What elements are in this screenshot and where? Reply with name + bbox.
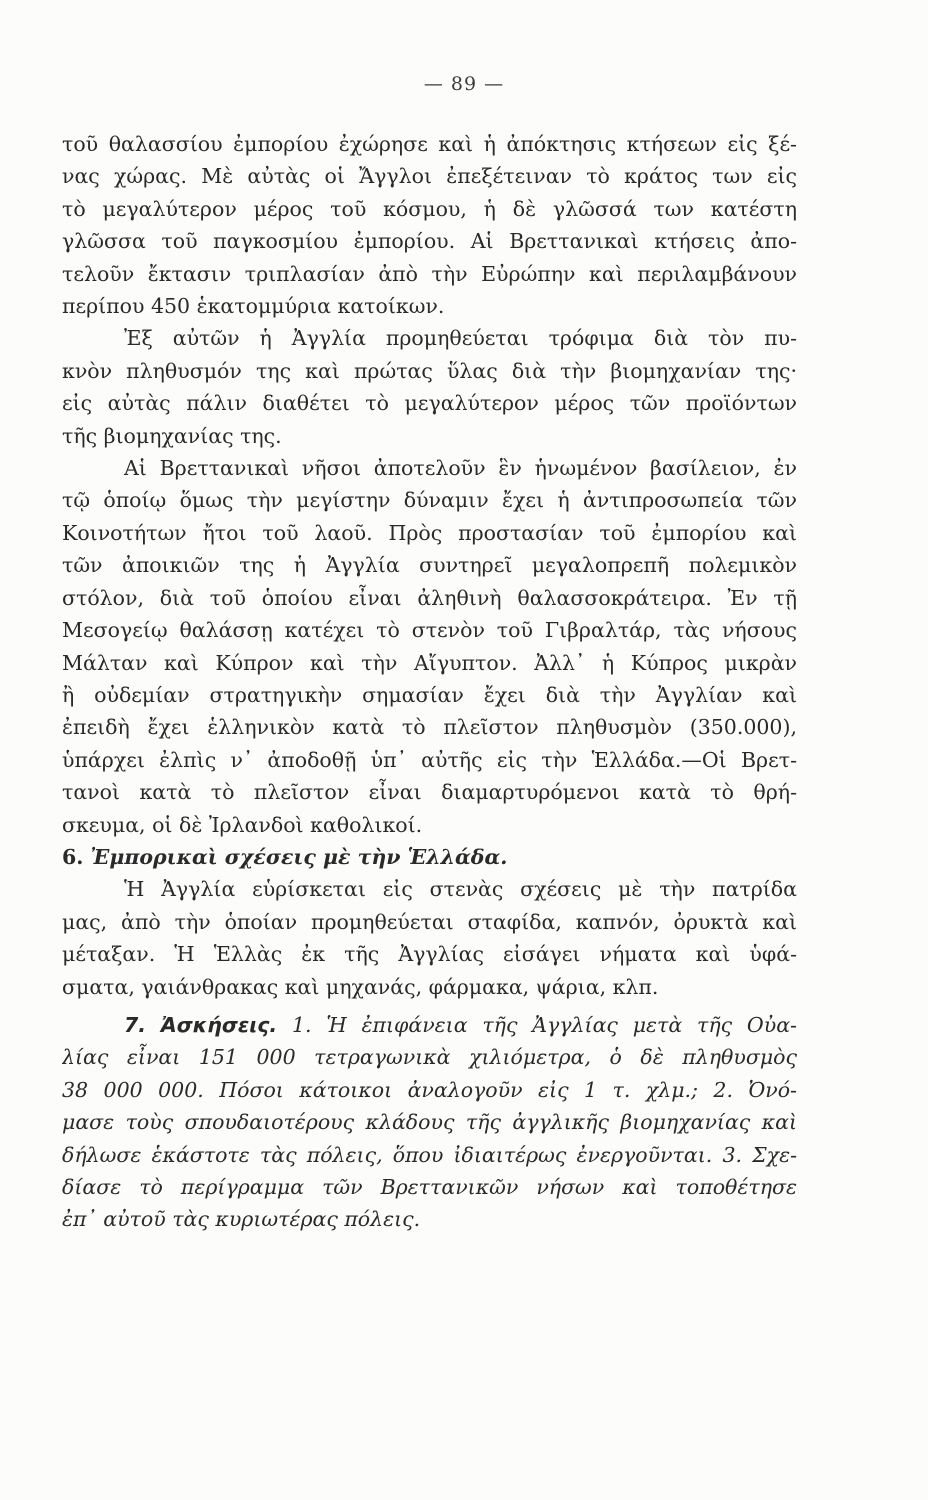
exercise-title: Ἀσκήσεις. xyxy=(160,1012,278,1037)
paragraph-kingdom xyxy=(62,452,797,841)
text-line: Μεσογείῳ θαλάσσῃ κατέχει τὸ στενὸν τοῦ Γιβραλτάρ, τὰς νήσους xyxy=(62,618,797,643)
exercise-line: λίας εἶναι 151 000 τετραγωνικὰ χιλιόμετρα, ὁ δὲ πληθυσμὸς xyxy=(62,1045,797,1070)
text-line: τῆς βιομηχανίας της. xyxy=(62,423,282,448)
text-line: τανοὶ κατὰ τὸ πλεῖστον εἶναι διαμαρτυρόμενοι κατὰ τὸ θρή- xyxy=(62,780,797,805)
text-line: τῷ ὁποίῳ ὅμως τὴν μεγίστην δύναμιν ἔχει ἡ ἀντιπροσωπεία τῶν xyxy=(62,488,797,513)
section-number: 6. xyxy=(62,844,84,869)
text-line: σματα, γαιάνθρακας καὶ μηχανάς, φάρμακα, ψάρια, κλπ. xyxy=(62,974,659,999)
exercise-line xyxy=(62,1009,797,1041)
page-body xyxy=(62,128,797,1236)
exercise-line: 38 000 000. Πόσοι κάτοικοι ἀναλογοῦν εἰς 1 τ. χλμ.; 2. Ὀνό- xyxy=(62,1077,797,1102)
text-line: μέταξαν. Ἡ Ἑλλὰς ἐκ τῆς Ἀγγλίας εἰσάγει νήματα καὶ ὑφά- xyxy=(62,942,797,967)
text-line: Αἱ Βρεττανικαὶ νῆσοι ἀποτελοῦν ἓν ἡνωμένον βασίλειον, ἐν xyxy=(124,456,797,481)
text-line: περίπου 450 ἑκατομμύρια κατοίκων. xyxy=(62,294,445,319)
exercise-line: δίασε τὸ περίγραμμα τῶν Βρεττανικῶν νήσων καὶ τοποθέτησε xyxy=(62,1175,797,1199)
text-line: τελοῦν ἔκτασιν τριπλασίαν ἀπὸ τὴν Εὐρώπην καὶ περιλαμβάνουν xyxy=(62,261,797,286)
exercise-number: 7. xyxy=(124,1012,147,1037)
text-line: Μάλταν καὶ Κύπρον καὶ τὴν Αἴγυπτον. Ἀλλ᾽ ἡ Κύπρος μικρὰν xyxy=(62,650,797,675)
text-line: τοῦ θαλασσίου ἐμπορίου ἐχώρησε καὶ ἡ ἀπόκτησις κτήσεων εἰς ξέ- xyxy=(62,132,797,156)
exercise-line: δήλωσε ἑκάστοτε τὰς πόλεις, ὅπου ἰδιαιτέρως ἐνεργοῦνται. 3. Σχε- xyxy=(62,1142,797,1167)
exercise-text: 1. Ἡ ἐπιφάνεια τῆς Ἀγγλίας μετὰ τῆς Οὐα- xyxy=(291,1012,797,1037)
text-line: μας, ἀπὸ τὴν ὁποίαν προμηθεύεται σταφίδα, καπνόν, ὀρυκτὰ καὶ xyxy=(62,909,797,934)
text-line: εἰς αὐτὰς πάλιν διαθέτει τὸ μεγαλύτερον μέρος τῶν προϊόντων xyxy=(62,391,797,416)
text-line: γλῶσσα τοῦ παγκοσμίου ἐμπορίου. Αἱ Βρεττανικαὶ κτήσεις ἀπο- xyxy=(62,229,797,254)
text-line: τῶν ἀποικιῶν της ἡ Ἀγγλία συντηρεῖ μεγαλοπρεπῆ πολεμικὸν xyxy=(62,553,797,578)
page-number: — 89 — xyxy=(423,73,505,95)
text-line: Ἡ Ἀγγλία εὑρίσκεται εἰς στενὰς σχέσεις μὲ τὴν πατρίδα xyxy=(124,877,797,902)
text-line: ἢ οὐδεμίαν στρατηγικὴν σημασίαν ἔχει διὰ τὴν Ἀγγλίαν καὶ xyxy=(62,682,797,707)
text-line: σκευμα, οἱ δὲ Ἰρλανδοὶ καθολικοί. xyxy=(62,812,423,837)
text-line: ὑπάρχει ἐλπὶς ν᾽ ἀποδοθῇ ὑπ᾽ αὐτῆς εἰς τὴν Ἑλλάδα.—Οἱ Βρετ- xyxy=(62,747,797,772)
paragraph-imports xyxy=(62,322,797,452)
exercises xyxy=(62,1009,797,1236)
text-line: στόλον, διὰ τοῦ ὁποίου εἶναι ἀληθινὴ θαλασσοκράτειρα. Ἐν τῇ xyxy=(62,585,797,610)
text-line: ἐπειδὴ ἔχει ἑλληνικὸν κατὰ τὸ πλεῖστον πληθυσμὸν (350.000), xyxy=(62,715,797,740)
text-line: Κοινοτήτων ἤτοι τοῦ λαοῦ. Πρὸς προστασίαν τοῦ ἐμπορίου καὶ xyxy=(62,520,797,545)
text-line: νας χώρας. Μὲ αὐτὰς οἱ Ἄγγλοι ἐπεξέτειναν τὸ κράτος των εἰς xyxy=(62,164,797,189)
text-line: τὸ μεγαλύτερον μέρος τοῦ κόσμου, ἡ δὲ γλῶσσά των κατέστη xyxy=(62,196,797,221)
paragraph-continuation xyxy=(62,128,797,322)
exercise-line: μασε τοὺς σπουδαιοτέρους κλάδους τῆς ἀγγλικῆς βιομηχανίας καὶ xyxy=(62,1110,797,1135)
text-line: κνὸν πληθυσμόν της καὶ πρώτας ὕλας διὰ τὴν βιομηχανίαν της· xyxy=(62,358,797,383)
paragraph-trade xyxy=(62,873,797,1003)
text-line: Ἐξ αὐτῶν ἡ Ἀγγλία προμηθεύεται τρόφιμα διὰ τὸν πυ- xyxy=(124,326,797,351)
exercise-line: ἐπ᾽ αὐτοῦ τὰς κυριωτέρας πόλεις. xyxy=(62,1207,421,1232)
section-heading xyxy=(62,841,797,873)
section-title: Ἐμπορικαὶ σχέσεις μὲ τὴν Ἑλλάδα. xyxy=(90,844,508,869)
